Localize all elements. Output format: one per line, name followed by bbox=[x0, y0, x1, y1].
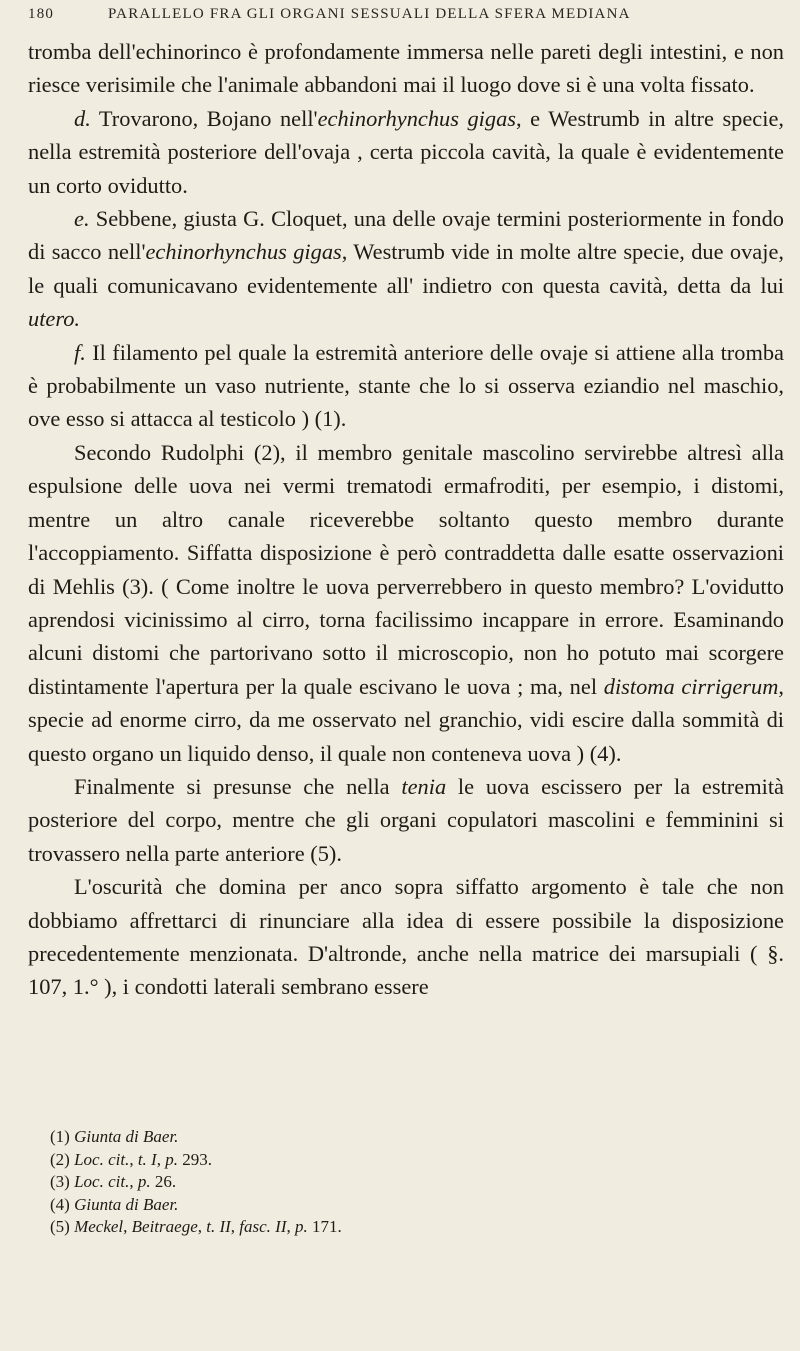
text-run: L'oscurità che domina per anco sopra siffatto argomento è tale che non dobbiamo affrettarci di rinunciare alla idea di essere possibile la disposizione precedentemente menzionata. D'altronde, anche nella matrice dei marsupiali ( §. 107, 1.° ), i condotti laterali sembrano essere bbox=[28, 874, 784, 1000]
text-run: 26. bbox=[150, 1172, 177, 1191]
italic-text: Meckel bbox=[74, 1217, 124, 1236]
text-run: Il filamento pel quale la estremità anteriore delle ovaje si attiene alla tromba è probabilmente un vaso nutriente, stante che lo si osserva eziandio nel maschio, ove esso si attacca al testicolo ) (1). bbox=[28, 339, 784, 432]
paragraph bbox=[28, 870, 784, 1004]
paragraph bbox=[28, 202, 784, 336]
text-run: 171. bbox=[307, 1217, 342, 1236]
page-number: 180 bbox=[28, 6, 55, 22]
italic-text: utero. bbox=[28, 306, 81, 332]
italic-text: t. II bbox=[206, 1217, 231, 1236]
text-run: , bbox=[129, 1149, 138, 1169]
body-text bbox=[28, 35, 784, 1004]
text-run: , specie ad enorme cirro, da me osservato nel granchio, vidi escire dalla sommità di questo organo un liquido denso, il quale non conteneva uova ) (4). bbox=[28, 673, 784, 766]
footnote-mark: (1) bbox=[50, 1127, 75, 1146]
footnote-mark: (5) bbox=[50, 1217, 75, 1236]
text-run: tromba dell'echinorinco è profondamente immersa nelle pareti degli intestini, e non riesce verisimile che l'animale abbandoni mai il luogo dove si è una volta fissato. bbox=[28, 39, 784, 98]
italic-text: Giunta di Baer. bbox=[74, 1194, 179, 1214]
text-run: , bbox=[286, 1217, 296, 1236]
text-run: , bbox=[129, 1172, 138, 1191]
italic-text: e. bbox=[74, 206, 90, 232]
paragraph bbox=[28, 436, 784, 770]
italic-text: Beitraege bbox=[131, 1217, 198, 1236]
italic-text: tenia bbox=[401, 773, 447, 799]
italic-text: t. I bbox=[137, 1149, 157, 1169]
text-run: , bbox=[156, 1149, 166, 1169]
text-run: , e Westrumb in altre specie, nella estremità posteriore dell'ovaja , certa piccola cavità, la quale è evidentemente un corto ovidutto. bbox=[28, 105, 785, 198]
footnote-mark: (4) bbox=[50, 1194, 75, 1214]
footnote bbox=[50, 1194, 770, 1217]
paragraph bbox=[28, 102, 784, 202]
footnote-mark: (2) bbox=[50, 1149, 75, 1169]
footnotes bbox=[50, 1126, 770, 1239]
paragraph bbox=[28, 336, 784, 436]
text-run: , bbox=[230, 1217, 240, 1236]
text-run: , bbox=[197, 1217, 207, 1236]
italic-text: Giunta di Baer. bbox=[74, 1127, 179, 1146]
footnote bbox=[50, 1171, 770, 1194]
italic-text: d. bbox=[74, 105, 91, 131]
text-run: Sebbene, giusta G. Cloquet, una delle ovaje termini posteriormente in fondo di sacco nell' bbox=[28, 206, 784, 265]
italic-text: echinorhynchus gigas bbox=[317, 105, 517, 131]
footnote bbox=[50, 1126, 770, 1149]
italic-text: echinorhynchus gigas bbox=[145, 239, 342, 265]
text-run: le uova escissero per la estremità posteriore del corpo, mentre che gli organi copulatori mascolini e femminini si trovassero nella parte anteriore (5). bbox=[28, 773, 784, 866]
italic-text: Loc. cit. bbox=[74, 1172, 130, 1191]
paragraph bbox=[28, 770, 784, 870]
footnote-mark: (3) bbox=[50, 1172, 75, 1191]
italic-text: Loc. cit. bbox=[74, 1149, 130, 1169]
italic-text: p. bbox=[295, 1217, 308, 1236]
footnote bbox=[50, 1149, 770, 1172]
text-run: , bbox=[123, 1217, 132, 1236]
paragraph bbox=[28, 35, 784, 102]
text-run: , Westrumb vide in molte altre specie, due ovaje, le quali comunicavano evidentemente all' indietro con questa cavità, detta da lui bbox=[28, 239, 784, 298]
footnote bbox=[50, 1216, 770, 1239]
text-run: 293. bbox=[177, 1149, 212, 1169]
italic-text: distoma cirrigerum bbox=[603, 673, 779, 699]
text-run: Trovarono, Bojano nell' bbox=[90, 105, 318, 131]
running-title: PARALLELO FRA GLI ORGANI SESSUALI DELLA SFERA MEDIANA bbox=[108, 6, 631, 22]
italic-text: fasc. II bbox=[239, 1217, 287, 1236]
text-run: Finalmente si presunse che nella bbox=[74, 773, 402, 799]
text-run: Secondo Rudolphi (2), il membro genitale mascolino servirebbe altresì alla espulsione delle uova nei vermi trematodi ermafroditi, per esempio, i distomi, mentre un altro canale riceverebbe soltanto questo membro durante l'accoppiamento. Siffatta disposizione è però contraddetta dalle esatte osservazioni di Mehlis (3). ( Come inoltre le uova perverrebbero in questo membro? L'ovidutto aprendosi vicinissimo al cirro, torna facilissimo incappare in errore. Esaminando alcuni distomi che partorivano sotto il microscopio, non ho potuto mai scorgere distintamente l'apertura per la quale escivano le uova ; ma, nel bbox=[28, 439, 784, 699]
italic-text: f. bbox=[74, 339, 86, 365]
italic-text: p. bbox=[165, 1149, 178, 1169]
italic-text: p. bbox=[137, 1172, 151, 1191]
